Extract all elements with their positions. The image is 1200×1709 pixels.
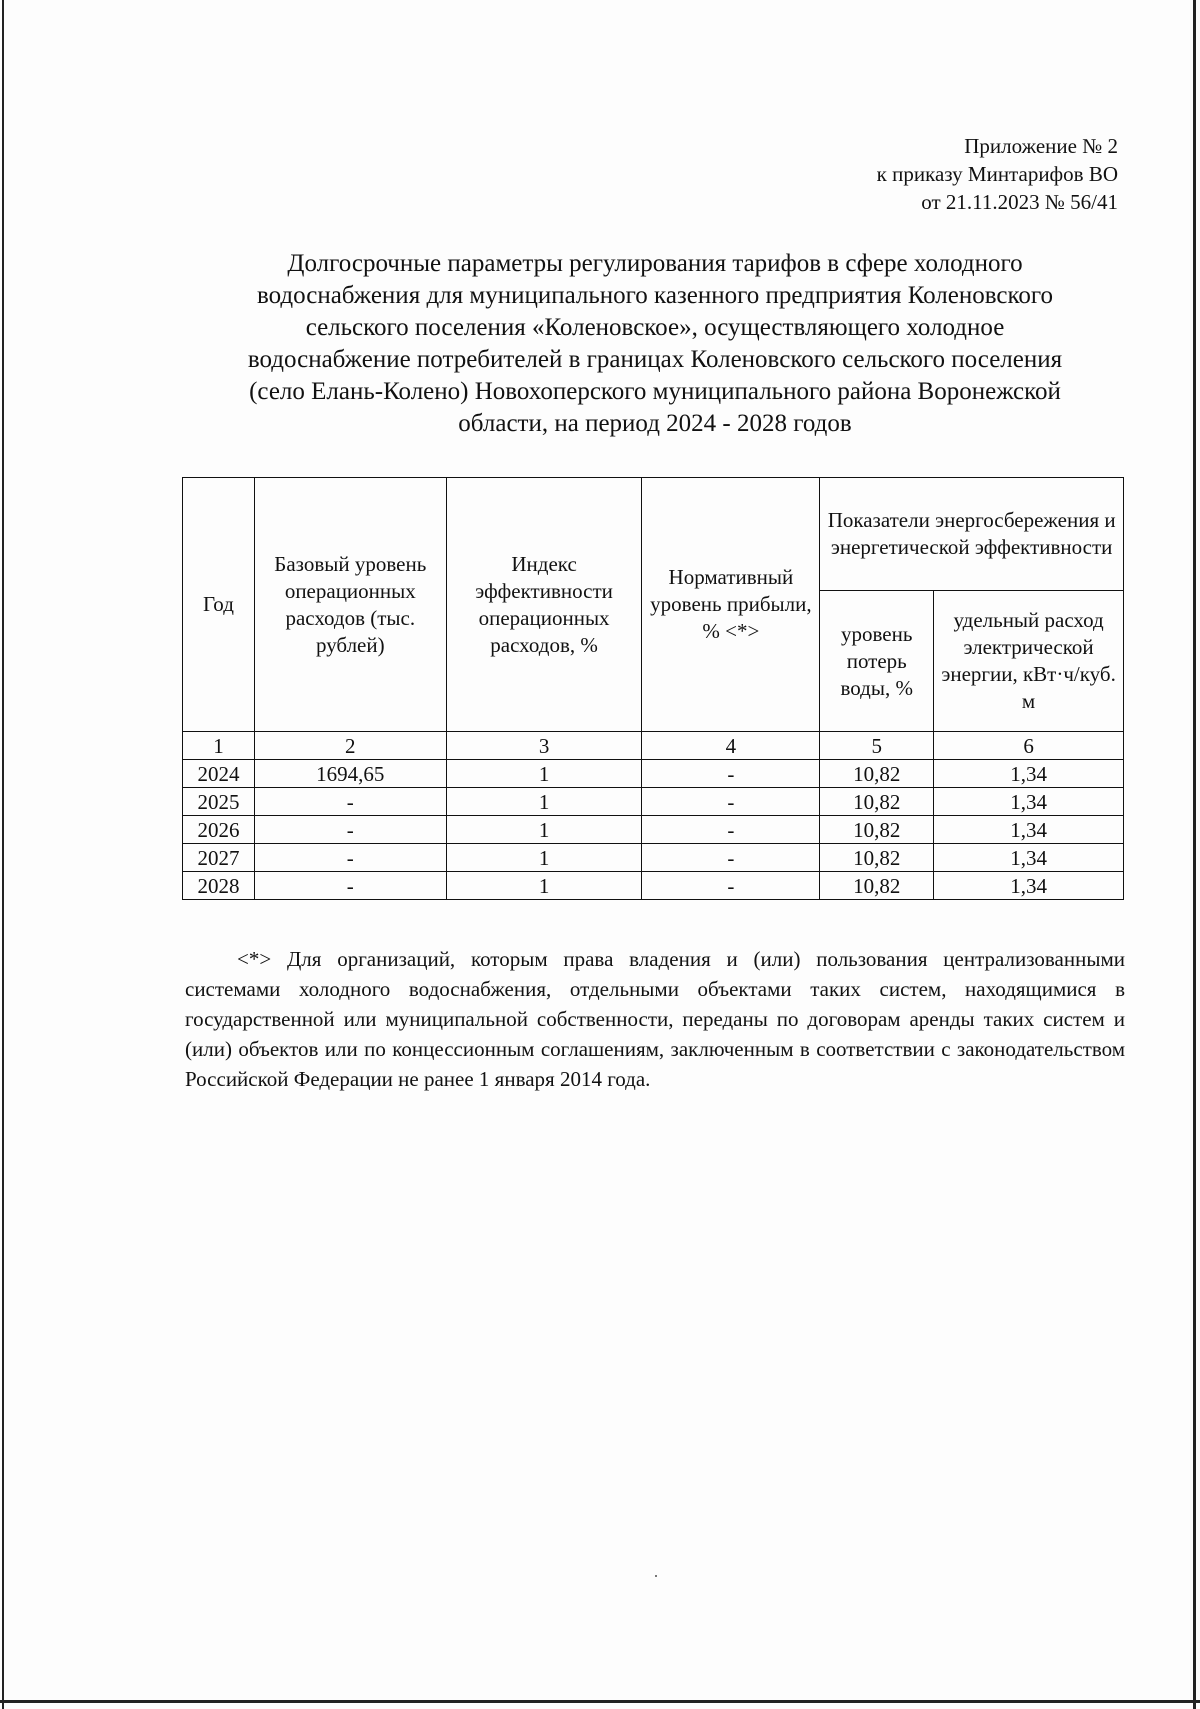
column-number: 4	[642, 732, 820, 760]
table-header-row	[183, 478, 1124, 591]
cell-efficiency-index: 1	[446, 760, 642, 788]
cell-year: 2026	[183, 816, 255, 844]
header-water-loss: уровень потерь воды, %	[820, 591, 934, 732]
scan-border-bottom	[0, 1700, 1200, 1703]
cell-electricity: 1,34	[934, 844, 1124, 872]
column-number: 1	[183, 732, 255, 760]
table-row	[183, 872, 1124, 900]
title-line: (село Елань-Колено) Новохоперского муниципального района Воронежской	[249, 378, 1061, 405]
cell-water-loss: 10,82	[820, 788, 934, 816]
column-number: 5	[820, 732, 934, 760]
cell-efficiency-index: 1	[446, 788, 642, 816]
cell-water-loss: 10,82	[820, 816, 934, 844]
column-number: 2	[254, 732, 446, 760]
cell-electricity: 1,34	[934, 788, 1124, 816]
header-profit-level: Нормативный уровень прибыли, % <*>	[642, 478, 820, 732]
cell-year: 2025	[183, 788, 255, 816]
scan-border-left	[2, 0, 4, 1709]
cell-water-loss: 10,82	[820, 872, 934, 900]
table-row	[183, 816, 1124, 844]
title-line: сельского поселения «Коленовское», осуществляющего холодное	[305, 314, 1005, 341]
title-line: водоснабжение потребителей в границах Коленовского сельского поселения	[247, 346, 1063, 373]
tariff-parameters-table	[182, 477, 1124, 900]
column-number: 6	[934, 732, 1124, 760]
cell-electricity: 1,34	[934, 872, 1124, 900]
table-row	[183, 788, 1124, 816]
column-number: 3	[446, 732, 642, 760]
cell-year: 2024	[183, 760, 255, 788]
cell-water-loss: 10,82	[820, 844, 934, 872]
appendix-order-date: от 21.11.2023 № 56/41	[921, 190, 1118, 214]
cell-profit-level: -	[642, 872, 820, 900]
cell-profit-level: -	[642, 788, 820, 816]
table-row	[183, 844, 1124, 872]
document-title	[175, 248, 1135, 440]
table-row	[183, 760, 1124, 788]
cell-base-level: -	[254, 788, 446, 816]
cell-profit-level: -	[642, 760, 820, 788]
header-electricity-consumption: удельный расход электрической энергии, кВт·ч/куб. м	[934, 591, 1124, 732]
cell-water-loss: 10,82	[820, 760, 934, 788]
cell-efficiency-index: 1	[446, 872, 642, 900]
appendix-number: Приложение № 2	[964, 134, 1118, 158]
cell-year: 2027	[183, 844, 255, 872]
title-line: водоснабжения для муниципального казенного предприятия Коленовского	[256, 282, 1054, 309]
header-efficiency-index: Индекс эффективности операционных расходов, %	[446, 478, 642, 732]
cell-profit-level: -	[642, 816, 820, 844]
header-energy-indicators: Показатели энергосбережения и энергетической эффективности	[820, 478, 1124, 591]
title-line: области, на период 2024 - 2028 годов	[458, 410, 852, 437]
cell-electricity: 1,34	[934, 760, 1124, 788]
cell-year: 2028	[183, 872, 255, 900]
appendix-order: к приказу Минтарифов ВО	[876, 162, 1118, 186]
appendix-reference	[877, 132, 1118, 216]
cell-profit-level: -	[642, 844, 820, 872]
header-year: Год	[183, 478, 255, 732]
cell-base-level: -	[254, 816, 446, 844]
header-base-level: Базовый уровень операционных расходов (тыс. рублей)	[254, 478, 446, 732]
cell-electricity: 1,34	[934, 816, 1124, 844]
scan-border-right	[1193, 0, 1196, 1709]
title-line: Долгосрочные параметры регулирования тарифов в сфере холодного	[287, 250, 1023, 277]
scan-artifact	[655, 1575, 657, 1577]
cell-efficiency-index: 1	[446, 844, 642, 872]
cell-base-level: -	[254, 844, 446, 872]
cell-efficiency-index: 1	[446, 816, 642, 844]
cell-base-level: 1694,65	[254, 760, 446, 788]
cell-base-level: -	[254, 872, 446, 900]
footnote: <*> Для организаций, которым права владения и (или) пользования централизованными системами холодного водоснабжения, отдельными объектами таких систем, находящимися в государственной или муниципальной собственности, переданы по договорам аренды таких систем и (или) объектов или по концессионным соглашениям, заключенным в соответствии с законодательством Российской Федерации не ранее 1 января 2014 года.	[185, 947, 1125, 1091]
column-number-row	[183, 732, 1124, 760]
